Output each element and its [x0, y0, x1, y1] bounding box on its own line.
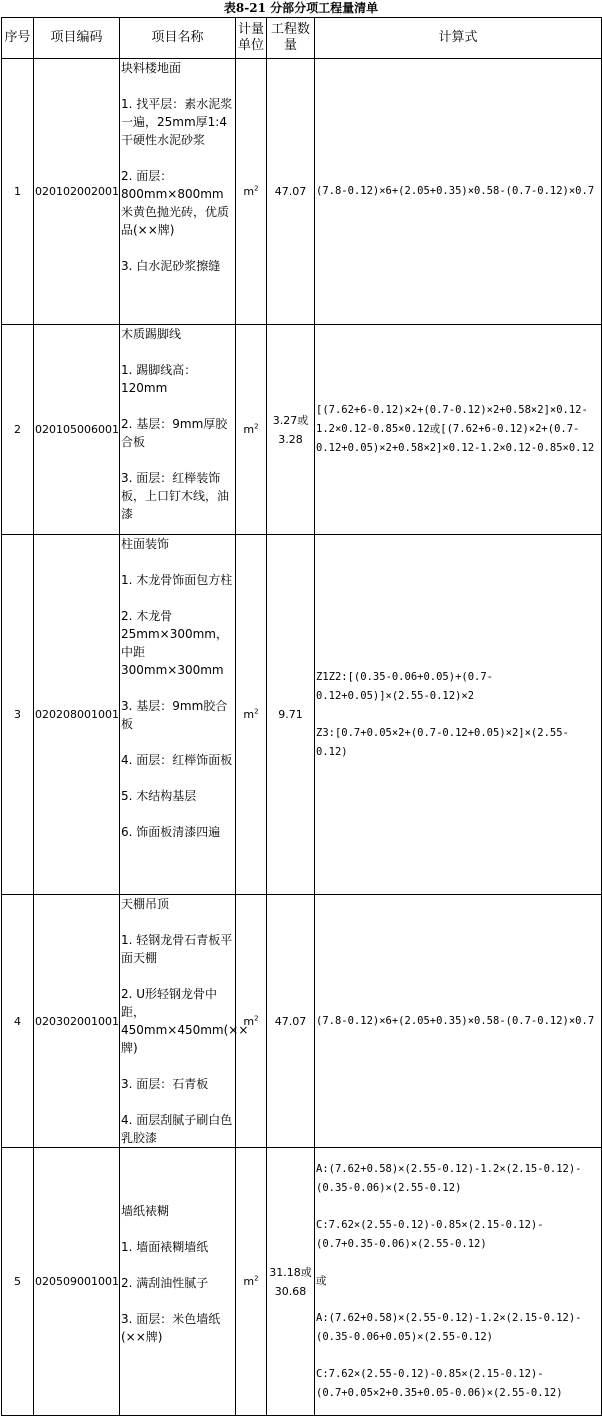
row-unit: $m^2$ [236, 325, 267, 535]
row-name [120, 59, 236, 325]
name-line: 3. 面层：石青板 [121, 1077, 209, 1091]
table-row [2, 895, 602, 1148]
calc-line: 或 [316, 1275, 327, 1287]
name-line: 2. 满刮油性腻子 [121, 1276, 209, 1290]
row-code: 020105006001 [34, 325, 120, 535]
name-line: 2. 面层：800mm×800mm米黄色抛光砖，优质品(××牌) [121, 169, 230, 237]
row-name [120, 1148, 236, 1416]
row-seq: 4 [2, 895, 34, 1148]
row-seq: 2 [2, 325, 34, 535]
row-quantity: 3.27或3.28 [267, 325, 315, 535]
row-name [120, 535, 236, 895]
row-code: 020302001001 [34, 895, 120, 1148]
header-code: 项目编码 [34, 18, 120, 59]
calc-line: A:(7.62+0.58)×(2.55-0.12)-1.2×(2.15-0.12)-(0.35-0.06+0.05)×(2.55-0.12) [316, 1312, 582, 1343]
name-line: 1. 轻钢龙骨石青板平面天棚 [121, 933, 233, 965]
row-name [120, 325, 236, 535]
name-line: 1. 踢脚线高：120mm [121, 363, 197, 395]
row-calculation [315, 59, 602, 325]
bill-of-quantities-table [1, 17, 602, 1416]
calc-line: C:7.62×(2.55-0.12)-0.85×(2.15-0.12)-(0.7+0.05×2+0.35+0.05-0.06)×(2.55-0.12) [316, 1368, 563, 1399]
header-row [2, 18, 602, 59]
row-calculation [315, 325, 602, 535]
header-name: 项目名称 [120, 18, 236, 59]
row-code: 020102002001 [34, 59, 120, 325]
row-unit: $m^2$ [236, 895, 267, 1148]
calc-line: Z3:[0.7+0.05×2+(0.7-0.12+0.05)×2]×(2.55-0.12) [316, 726, 569, 758]
name-line: 4. 面层：红榉饰面板 [121, 753, 233, 767]
calc-line: (7.8-0.12)×6+(2.05+0.35)×0.58-(0.7-0.12)×0.7 [316, 1014, 595, 1027]
header-calculation: 计算式 [315, 18, 602, 59]
row-code: 020208001001 [34, 535, 120, 895]
table-title: 表8-21 分部分项工程量清单 [223, 1, 379, 15]
name-line: 天棚吊顶 [121, 897, 170, 911]
row-quantity: 9.71 [267, 535, 315, 895]
row-calculation [315, 895, 602, 1148]
table-row [2, 1148, 602, 1416]
header-quantity: 工程数 量 [267, 18, 315, 59]
name-line: 3. 基层：9mm胶合板 [121, 699, 228, 731]
row-unit: $m^2$ [236, 535, 267, 895]
name-line: 4. 面层刮腻子刷白色乳胶漆 [121, 1113, 233, 1145]
header-unit: 计量 单位 [236, 18, 267, 59]
name-line: 墙纸裱糊 [121, 1204, 170, 1218]
name-line: 3. 面层：红榉装饰板，上口钉木线，油漆 [121, 471, 230, 521]
row-code: 020509001001 [34, 1148, 120, 1416]
row-quantity: 31.18或30.68 [267, 1148, 315, 1416]
name-line: 5. 木结构基层 [121, 789, 197, 803]
header-seq: 序号 [2, 18, 34, 59]
row-name [120, 895, 249, 1148]
table-row [2, 59, 602, 325]
row-unit: $m^2$ [236, 59, 267, 325]
name-line: 1. 找平层：素水泥浆一遍，25mm厚1:4干硬性水泥砂浆 [121, 97, 233, 147]
calc-line: A:(7.62+0.58)×(2.55-0.12)-1.2×(2.15-0.12)-(0.35-0.06)×(2.55-0.12) [316, 1163, 582, 1194]
row-unit: $m^2$ [236, 1148, 267, 1416]
name-line: 6. 饰面板清漆四遍 [121, 825, 221, 839]
name-line: 2. 木龙骨25mm×300mm，中距300mm×300mm [121, 609, 228, 677]
calc-line: (7.8-0.12)×6+(2.05+0.35)×0.58-(0.7-0.12)×0.7 [316, 185, 595, 197]
table-row [2, 325, 602, 535]
name-line: 3. 面层：米色墙纸(××牌) [121, 1312, 221, 1344]
name-line: 1. 墙面裱糊墙纸 [121, 1240, 209, 1254]
name-line: 柱面装饰 [121, 537, 170, 551]
name-line: 块料楼地面 [121, 61, 182, 75]
name-line: 2. 基层：9mm厚胶合板 [121, 417, 228, 449]
name-line: 3. 白水泥砂浆擦缝 [121, 259, 221, 273]
calc-line: C:7.62×(2.55-0.12)-0.85×(2.15-0.12)-(0.7+0.35-0.06)×(2.55-0.12) [316, 1219, 544, 1250]
row-seq: 3 [2, 535, 34, 895]
row-calculation [315, 1148, 602, 1416]
row-seq: 5 [2, 1148, 34, 1416]
table-row [2, 535, 602, 895]
name-line: 2. U形轻钢龙骨中距，450mm×450mm(××牌) [121, 987, 249, 1055]
name-line: 木质踢脚线 [121, 327, 182, 341]
row-quantity: 47.07 [267, 59, 315, 325]
row-quantity: 47.07 [267, 895, 315, 1148]
row-calculation [315, 535, 602, 895]
calc-line: Z1Z2:[(0.35-0.06+0.05)+(0.7-0.12+0.05)]×(2.55-0.12)×2 [316, 670, 494, 702]
name-line: 1. 木龙骨饰面包方柱 [121, 573, 233, 587]
calc-line: [(7.62+6-0.12)×2+(0.7-0.12)×2+0.58×2]×0.12-1.2×0.12-0.85×0.12或[(7.62+6-0.12)×2+(0.7-0.12+0.05)×2+0.58×2]×0.12-1.2×0.12-0.85×0.12 [316, 404, 595, 454]
row-seq: 1 [2, 59, 34, 325]
